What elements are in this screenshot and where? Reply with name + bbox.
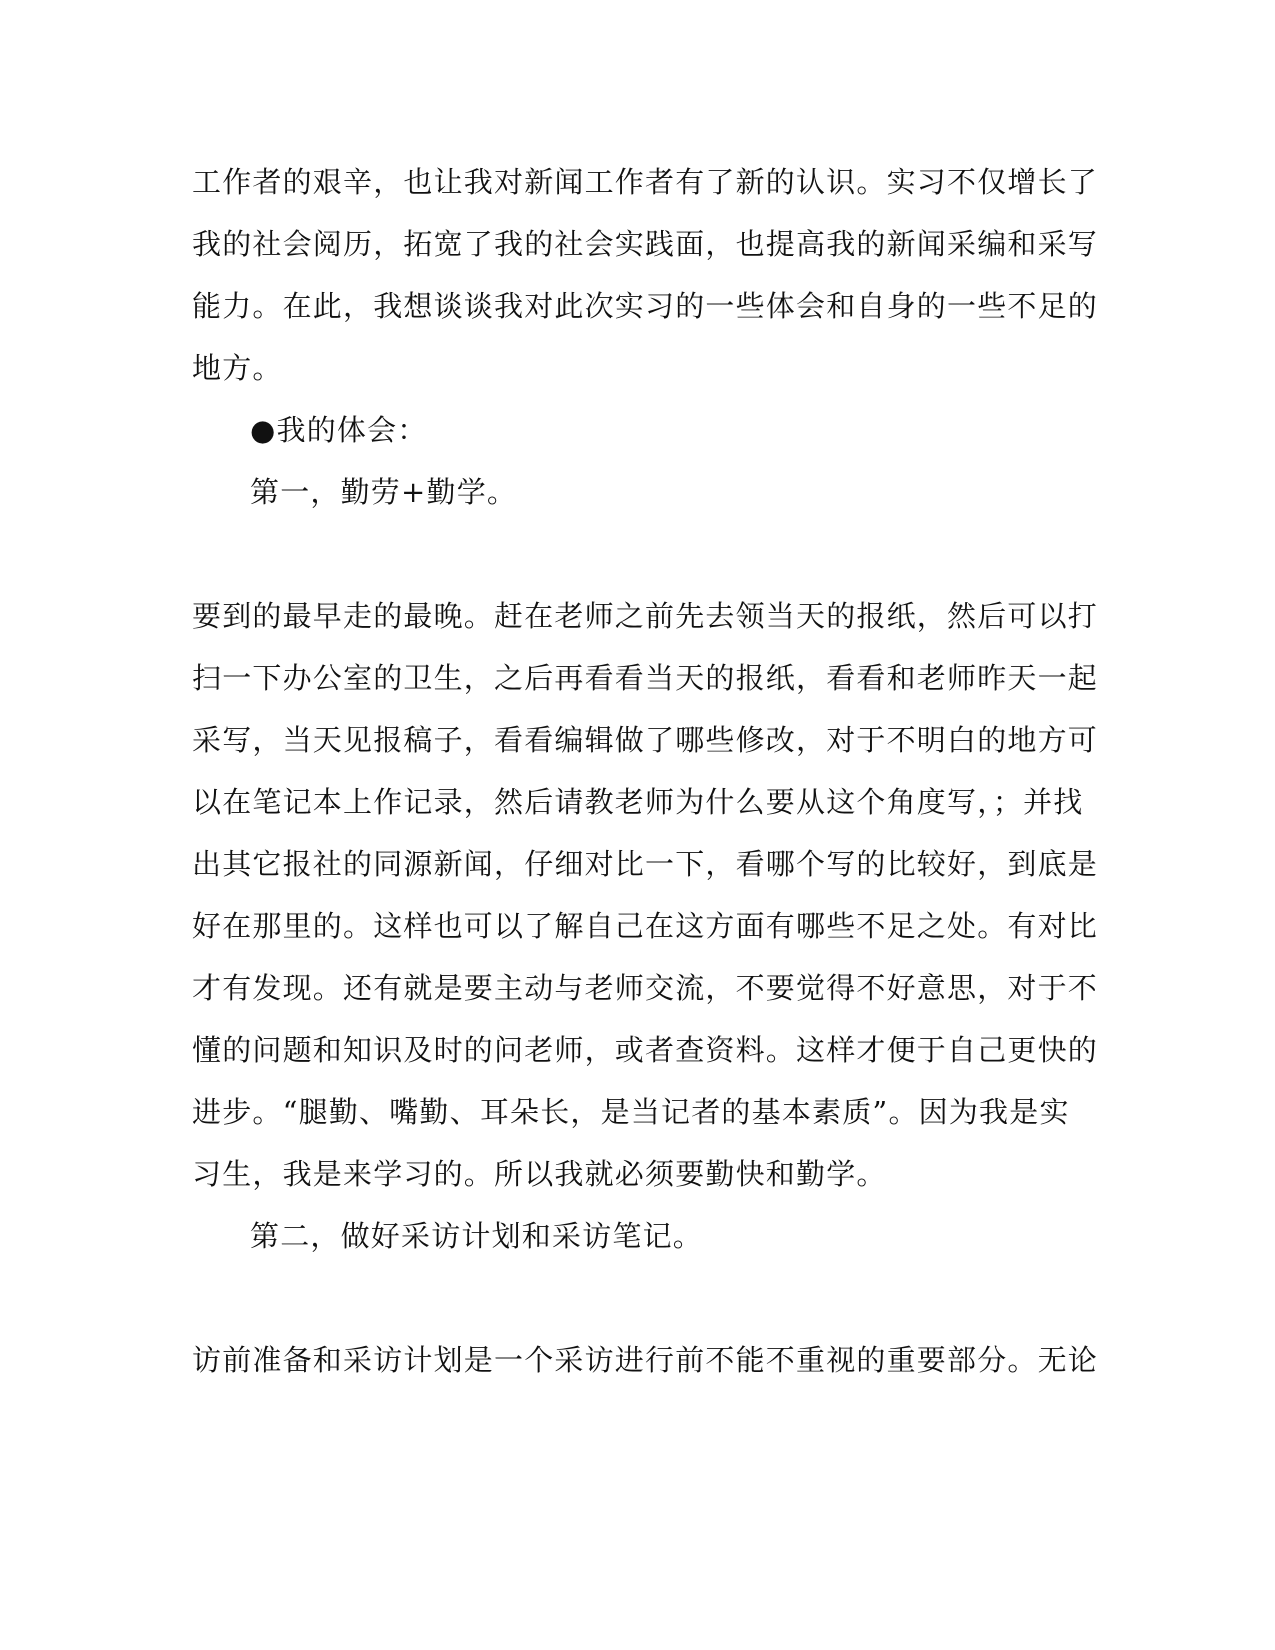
paragraph-line: 好在那里的。这样也可以了解自己在这方面有哪些不足之处。有对比	[192, 909, 1099, 943]
paragraph-line: 进步。“腿勤、嘴勤、耳朵长，是当记者的基本素质”。因为我是实	[192, 1095, 1070, 1129]
paragraph-line: 能力。在此，我想谈谈我对此次实习的一些体会和自身的一些不足的	[192, 289, 1099, 323]
paragraph-line: 采写，当天见报稿子，看看编辑做了哪些修改，对于不明白的地方可	[192, 723, 1099, 757]
paragraph-line: 工作者的艰辛，也让我对新闻工作者有了新的认识。实习不仅增长了	[192, 165, 1099, 199]
paragraph-line: 以在笔记本上作记录，然后请教老师为什么要从这个角度写，；并找	[192, 785, 1084, 819]
paragraph-line: 才有发现。还有就是要主动与老师交流，不要觉得不好意思，对于不	[192, 971, 1099, 1005]
paragraph-line: 出其它报社的同源新闻，仔细对比一下，看哪个写的比较好，到底是	[192, 847, 1099, 881]
subheading: 第一，勤劳+勤学。	[250, 475, 518, 509]
paragraph-line: 我的社会阅历，拓宽了我的社会实践面，也提高我的新闻采编和采写	[192, 227, 1099, 261]
paragraph-line: 访前准备和采访计划是一个采访进行前不能不重视的重要部分。无论	[192, 1343, 1099, 1377]
paragraph-line: 习生，我是来学习的。所以我就必须要勤快和勤学。	[192, 1157, 887, 1191]
paragraph-line: 要到的最早走的最晚。赶在老师之前先去领当天的报纸，然后可以打	[192, 599, 1099, 633]
paragraph-line: 地方。	[192, 351, 283, 385]
subheading: 第二，做好采访计划和采访笔记。	[250, 1219, 704, 1253]
paragraph-line: 扫一下办公室的卫生，之后再看看当天的报纸，看看和老师昨天一起	[192, 661, 1099, 695]
section-heading: ●我的体会：	[250, 413, 428, 447]
paragraph-line: 懂的问题和知识及时的问老师，或者查资料。这样才便于自己更快的	[192, 1033, 1099, 1067]
